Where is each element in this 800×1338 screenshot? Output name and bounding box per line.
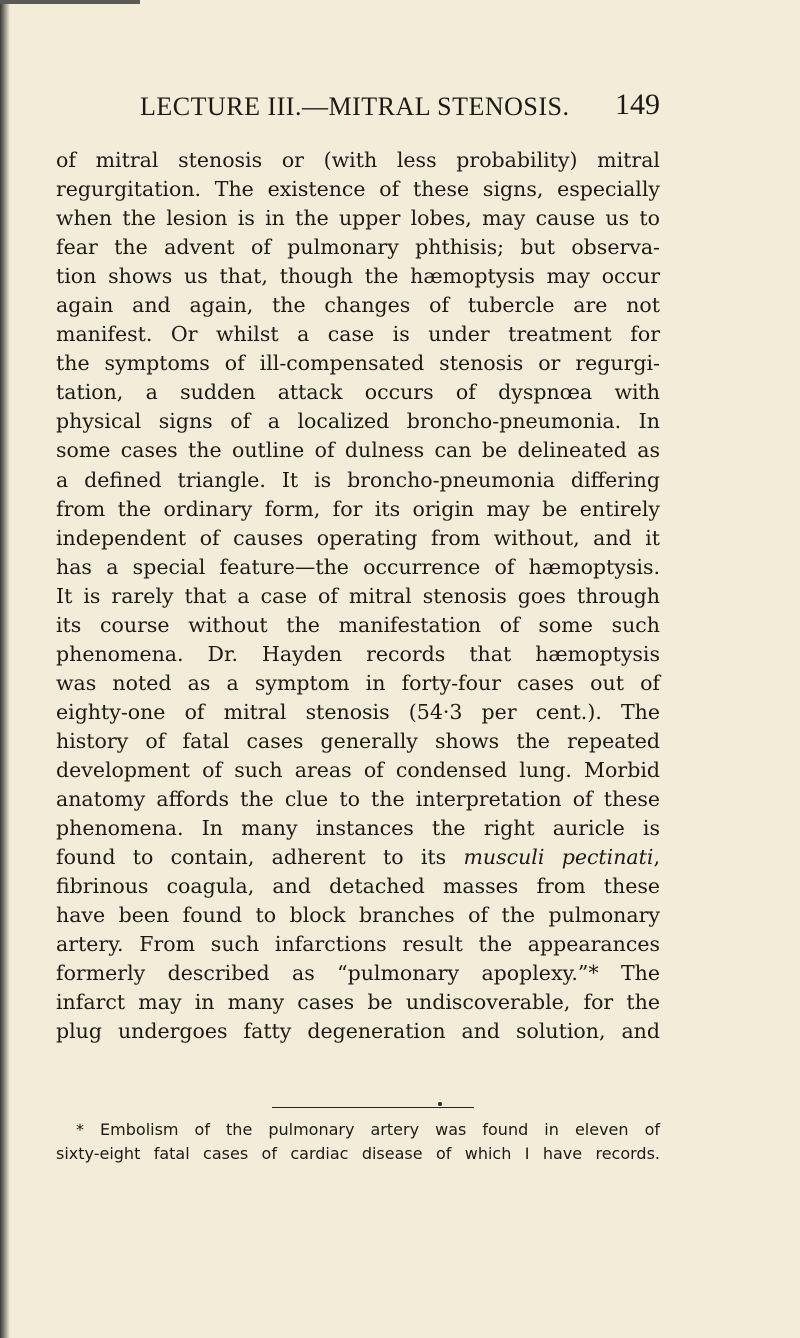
text-line: has a special feature—the occurrence of hæmoptysis. xyxy=(56,554,660,579)
text-line: formerly described as “pulmonary apoplexy.”* The xyxy=(56,961,660,986)
text-line: manifest. Or whilst a case is under treatment for xyxy=(56,322,660,347)
text-line: some cases the outline of dulness can be delineated as xyxy=(56,438,660,463)
text-line: independent of causes operating from without, and it xyxy=(56,525,660,550)
latin-term: musculi pectinati xyxy=(463,845,654,870)
text-line: its course without the manifestation of some such xyxy=(56,612,660,637)
text-line: It is rarely that a case of mitral stenosis goes through xyxy=(56,583,660,608)
page-binding-edge xyxy=(0,0,10,1338)
page-header xyxy=(140,88,660,132)
footnote xyxy=(56,1118,660,1166)
text-line: from the ordinary form, for its origin may be entirely xyxy=(56,496,660,521)
footnote-rule xyxy=(272,1107,474,1108)
body-text xyxy=(56,146,660,1046)
text-line: was noted as a symptom in forty-four cases out of xyxy=(56,670,660,695)
text-line: physical signs of a localized broncho-pneumonia. In xyxy=(56,409,660,434)
text-line: tation, a sudden attack occurs of dyspnœa with xyxy=(56,380,660,405)
text-line: fear the advent of pulmonary phthisis; but observa- xyxy=(56,235,660,260)
text-line: when the lesion is in the upper lobes, may cause us to xyxy=(56,206,660,231)
text-line: artery. From such infarctions result the appearances xyxy=(56,932,660,957)
text-line: again and again, the changes of tubercle are not xyxy=(56,293,660,318)
text-line: eighty-one of mitral stenosis (54·3 per cent.). The xyxy=(56,699,660,724)
text-line: development of such areas of condensed lung. Morbid xyxy=(56,757,660,782)
text-line: tion shows us that, though the hæmoptysis may occur xyxy=(56,264,660,289)
text-line: a defined triangle. It is broncho-pneumonia differing xyxy=(56,467,660,492)
text-line: the symptoms of ill-compensated stenosis or regurgi- xyxy=(56,351,660,376)
text-line: of mitral stenosis or (with less probability) mitral xyxy=(56,148,660,172)
text-line: phenomena. In many instances the right auricle is xyxy=(56,816,660,841)
text-line: history of fatal cases generally shows the repeated xyxy=(56,728,660,753)
footnote-line: sixty-eight fatal cases of cardiac disease of which I have records. xyxy=(56,1144,660,1163)
text-line: infarct may in many cases be undiscoverable, for the xyxy=(56,990,660,1015)
page-top-edge xyxy=(0,0,140,4)
text-line: plug undergoes fatty degeneration and solution, and xyxy=(56,1019,660,1044)
footnote-line: * Embolism of the pulmonary artery was found in eleven of xyxy=(76,1120,660,1139)
text-line: phenomena. Dr. Hayden records that hæmoptysis xyxy=(56,641,660,666)
text-line: regurgitation. The existence of these signs, especially xyxy=(56,177,660,202)
text-line: anatomy affords the clue to the interpretation of these xyxy=(56,787,660,812)
text-line: have been found to block branches of the pulmonary xyxy=(56,903,660,928)
footnote-rule-mark xyxy=(438,1102,442,1106)
text-line: found to contain, adherent to its musculi pectinati, xyxy=(56,845,660,870)
text-line: fibrinous coagula, and detached masses from these xyxy=(56,874,660,899)
running-title: LECTURE III.—MITRAL STENOSIS. xyxy=(140,92,570,121)
page-number: 149 xyxy=(615,88,660,121)
